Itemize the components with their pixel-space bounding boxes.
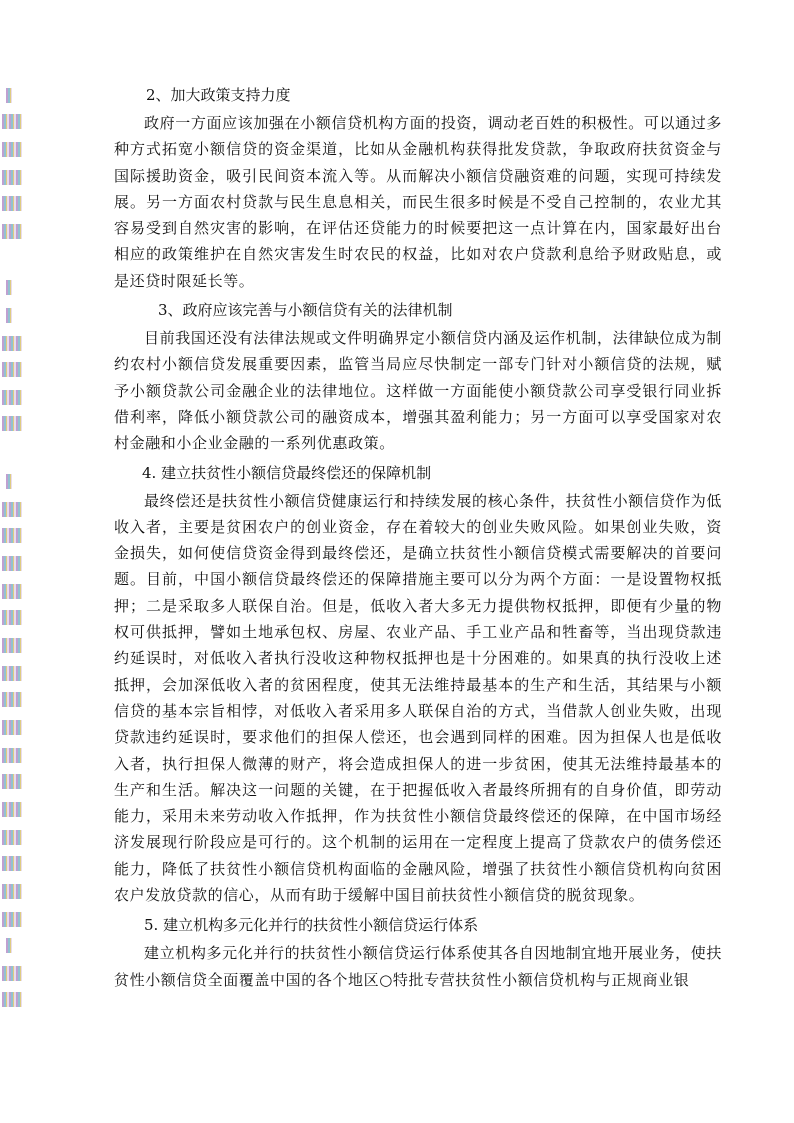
scan-mark: [6, 474, 12, 489]
scan-mark: [6, 88, 12, 103]
section-paragraph-legal-mechanism: 目前我国还没有法律法规或文件明确界定小额信贷内涵及运作机制，法律缺位成为制约农村小额信贷发展重要因素，监管当局应尽快制定一部专门针对小额信贷的法规，赋予小额贷款公司金融企业的法律地位。这样做一方面能使小额贷款公司享受银行同业拆借利率，降低小额贷款公司的融资成本，增强其盈利能力；另一方面可以享受国家对农村金融和小企业金融的一系列优惠政策。: [114, 329, 722, 453]
scan-mark: [2, 802, 22, 817]
section-heading-policy-support: 2、加大政策支持力度: [146, 86, 291, 104]
scan-mark: [2, 720, 22, 735]
scan-mark: [2, 666, 22, 681]
scan-mark: [2, 992, 22, 1007]
scan-mark: [2, 610, 22, 625]
scan-mark: [6, 938, 12, 953]
scan-mark: [2, 390, 22, 405]
scan-mark: [2, 336, 22, 351]
section-paragraph-repayment-guarantee: 最终偿还是扶贫性小额信贷健康运行和持续发展的核心条件，扶贫性小额信贷作为低收入者，主要是贫困农户的创业资金，存在着较大的创业失败风险。如果创业失败，资金损失，如何使信贷资金得到最终偿还，是确立扶贫性小额信贷模式需要解决的首要问题。目前，中国小额信贷最终偿还的保障措施主要可以分为两个方面：一是设置物权抵押；二是采取多人联保自治。但是，低收入者大多无力提供物权抵押，即便有少量的物权可供抵押，譬如土地承包权、房屋、农业产品、手工业产品和牲畜等，当出现贷款违约延误时，对低收入者执行没收这种物权抵押也是十分困难的。如果真的执行没收上述抵押，会加深低收入者的贫困程度，使其无法维持最基本的生产和生活，其结果与小额信贷的基本宗旨相悖，对低收入者采用多人联保自治的方式，当借款人创业失败，出现贷款违约延误时，要求他们的担保人偿还，也会遇到同样的困难。因为担保人也是低收入者，执行担保人微薄的财产，将会造成担保人的进一步贫困，使其无法维持最基本的生产和生活。解决这一问题的关键，在于把握低收入者最终所拥有的自身价值，即劳动能力，采用未来劳动收入作抵押，作为扶贫性小额信贷最终偿还的保障，在中国市场经济发展现行阶段应是可行的。这个机制的运用在一定程度上提高了贷款农户的债务偿还能力，降低了扶贫性小额信贷机构面临的金融风险，增强了扶贫性小额信贷机构向贫困农户发放贷款的信心，从而有助于缓解中国目前扶贫性小额信贷的脱贫现象。: [114, 491, 722, 905]
scan-mark: [2, 528, 22, 543]
scan-mark: [2, 638, 22, 653]
scan-mark: [2, 142, 22, 157]
scan-mark: [6, 280, 12, 295]
section-heading-legal-mechanism: 3、政府应该完善与小额信贷有关的法律机制: [158, 301, 453, 320]
scan-mark: [2, 196, 22, 211]
scan-mark: [2, 502, 22, 517]
scan-mark: [2, 884, 22, 899]
section-paragraph-policy-support: 政府一方面应该加强在小额信贷机构方面的投资，调动老百姓的积极性。可以通过多种方式拓宽小额信贷的资金渠道，比如从金融机构获得批发贷款，争取政府扶贫资金与国际援助资金，吸引民间资本流入等。从而解决小额信贷融资难的问题，实现可持续发展。另一方面农村贷款与民生息息相关，而民生很多时候是不受自己控制的，农业尤其容易受到自然灾害的影响，在评估还贷能力的时候要把这一点计算在内，国家最好出台相应的政策维护在自然灾害发生时农民的权益，比如对农户贷款利息给予财政贴息，或是还贷时限延长等。: [114, 114, 722, 290]
scan-mark: [2, 692, 22, 707]
scan-mark: [2, 830, 22, 845]
scan-mark: [2, 224, 22, 239]
scan-mark: [2, 774, 22, 789]
scan-mark: [2, 748, 22, 763]
scan-mark: [2, 584, 22, 599]
section-heading-diversified-institutions: 5. 建立机构多元化并行的扶贫性小额信贷运行体系: [144, 916, 479, 935]
document-body: [114, 82, 722, 996]
scan-mark: [2, 114, 22, 129]
scan-mark: [2, 170, 22, 185]
scan-mark: [2, 556, 22, 571]
scan-mark: [2, 912, 22, 927]
scan-mark: [2, 856, 22, 871]
margin-scan-marks: [2, 80, 24, 1120]
scan-mark: [2, 362, 22, 377]
section-paragraph-diversified-institutions: 建立机构多元化并行的扶贫性小额信贷运行体系使其各自因地制宜地开展业务，使扶贫性小额信贷全面覆盖中国的各个地区○特批专营扶贫性小额信贷机构与正规商业银: [114, 944, 722, 989]
section-heading-repayment-guarantee: 4. 建立扶贫性小额信贷最终偿还的保障机制: [142, 463, 432, 482]
scan-mark: [2, 416, 22, 431]
scan-mark: [6, 308, 12, 323]
scan-mark: [2, 966, 22, 981]
